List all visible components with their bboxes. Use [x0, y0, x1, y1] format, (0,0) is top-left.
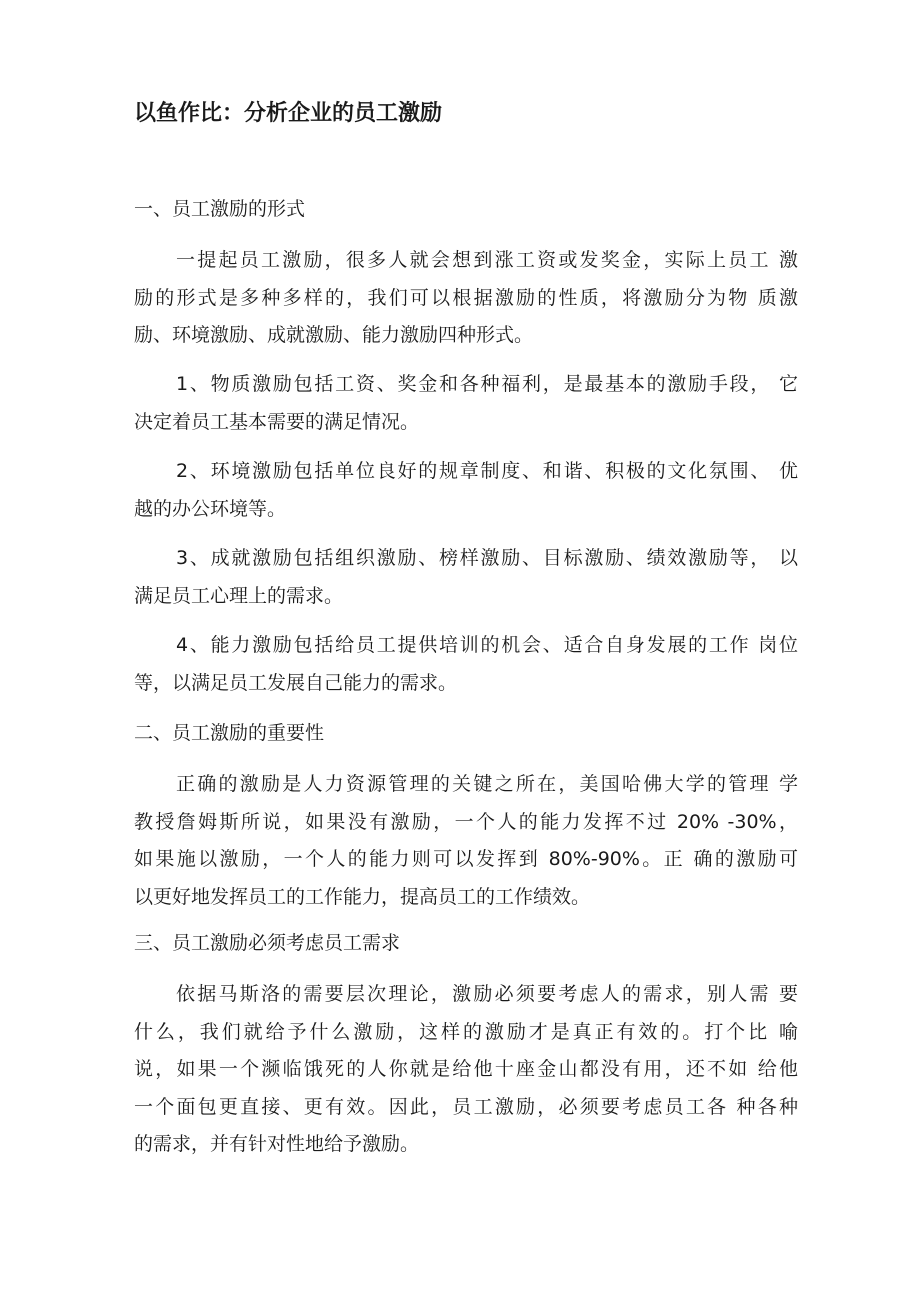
paragraph-line: 满足员工心理上的需求。 — [134, 584, 344, 607]
paragraph-achievement-incentive — [134, 540, 798, 615]
paragraph-line: 2、环境激励包括单位良好的规章制度、和谐、积极的文化氛围、 优 — [176, 460, 798, 482]
paragraph-line: 如果施以激励，一个人的能力则可以发挥到 80%-90%。正 确的激励可 — [134, 848, 798, 870]
paragraph-line: 1、物质激励包括工资、奖金和各种福利，是最基本的激励手段， 它 — [176, 373, 798, 395]
paragraph-needs — [134, 976, 798, 1164]
paragraph-importance — [134, 766, 798, 916]
paragraph-material-incentive — [134, 366, 798, 441]
paragraph-line: 一个面包更直接、更有效。因此，员工激励，必须要考虑员工各 种各种 — [134, 1095, 798, 1118]
paragraph-line: 什么，我们就给予什么激励，这样的激励才是真正有效的。打个比 喻 — [134, 1020, 798, 1043]
section-heading-2: 二、员工激励的重要性 — [134, 722, 325, 744]
paragraph-line: 等，以满足员工发展自己能力的需求。 — [134, 671, 458, 694]
paragraph-line: 越的办公环境等。 — [134, 497, 287, 520]
paragraph-line: 3、成就激励包括组织激励、榜样激励、目标激励、绩效激励等， 以 — [176, 547, 798, 569]
section-heading-1: 一、员工激励的形式 — [134, 198, 306, 220]
document-title: 以鱼作比：分析企业的员工激励 — [134, 101, 443, 126]
paragraph-line: 依据马斯洛的需要层次理论，激励必须要考虑人的需求，别人需 要 — [176, 983, 798, 1005]
paragraph-environment-incentive — [134, 453, 798, 528]
paragraph-ability-incentive — [134, 627, 798, 702]
paragraph-line: 决定着员工基本需要的满足情况。 — [134, 410, 420, 433]
paragraph-line: 正确的激励是人力资源管理的关键之所在，美国哈佛大学的管理 学 — [176, 773, 798, 795]
paragraph-line: 励、环境激励、成就激励、能力激励四种形式。 — [134, 324, 534, 346]
paragraph-line: 说，如果一个濒临饿死的人你就是给他十座金山都没有用，还不如 给他 — [134, 1058, 798, 1080]
section-heading-3: 三、员工激励必须考虑员工需求 — [134, 932, 401, 954]
paragraph-line: 以更好地发挥员工的工作能力，提高员工的工作绩效。 — [134, 885, 591, 908]
paragraph-forms-intro — [134, 242, 798, 355]
paragraph-line: 4、能力激励包括给员工提供培训的机会、适合自身发展的工作 岗位 — [176, 634, 798, 656]
paragraph-line: 一提起员工激励，很多人就会想到涨工资或发奖金，实际上员工 激 — [176, 249, 798, 271]
paragraph-line: 的需求，并有针对性地给予激励。 — [134, 1133, 420, 1155]
paragraph-line: 教授詹姆斯所说，如果没有激励，一个人的能力发挥不过 20% -30%， — [134, 810, 798, 833]
paragraph-line: 励的形式是多种多样的，我们可以根据激励的性质，将激励分为物 质激 — [134, 286, 798, 309]
